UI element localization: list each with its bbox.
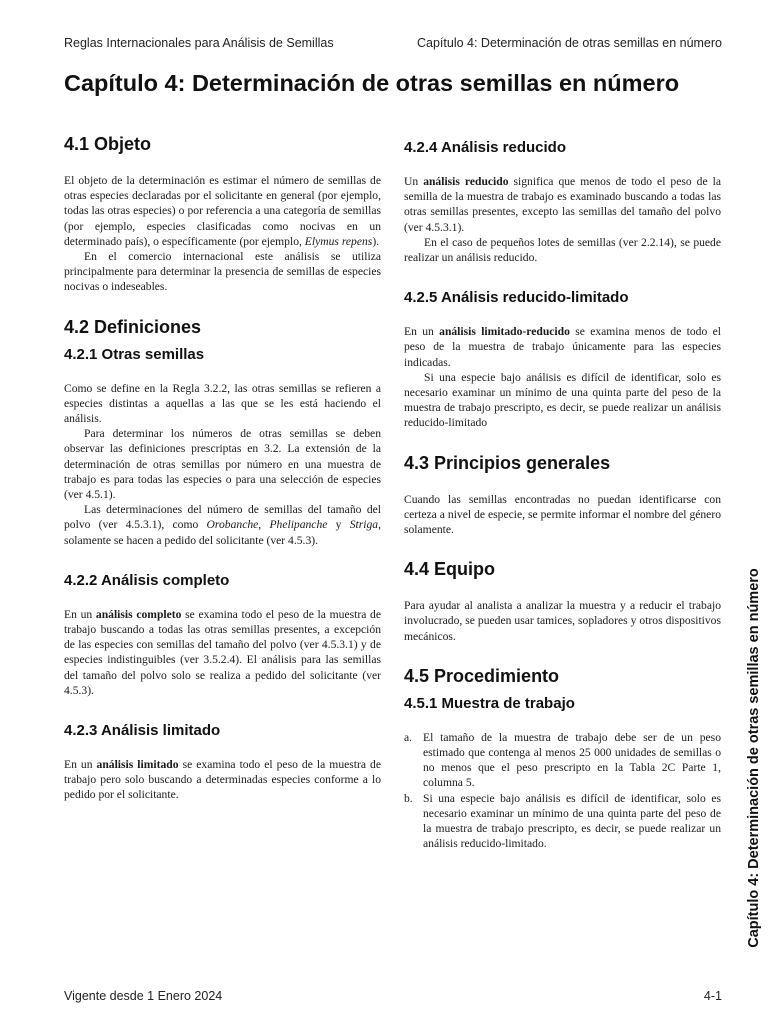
subsection-heading-4-2-5: 4.2.5 Análisis reducido-limitado [404, 289, 629, 307]
page-number: 4-1 [703, 989, 722, 1003]
paragraph-4-2-1-dust-size: Las determinaciones del número de semillas del tamaño del polvo (ver 4.5.3.1), como Orobanche, Phelipanche y Striga, solamente se hacen a pedido del solicitante (ver 4.5.3). [64, 503, 382, 547]
section-heading-4-1: 4.1 Objeto [64, 134, 152, 154]
paragraph-4-2-3-limited-test: En un análisis limitado se examina todo el peso de la muestra de trabajo pero solo buscando a determinadas especies conforme a lo pedido por el solicitante. [64, 758, 381, 802]
paragraph-4-2-1-extension: Para determinar los números de otras semillas se deben observar las definiciones prescriptas en 3.2. La extensión de la determinación de otras semillas por número en una muestra de trabajo es para todas las especies o para una selección de especies (ver 4.5.1). [64, 427, 381, 502]
left-column [64, 134, 381, 803]
chapter-side-tab-label: Capítulo 4: Determinación de otras semillas en número [746, 568, 762, 948]
paragraph-4-2-5-reduced-limited: En un análisis limitado-reducido se examina menos de todo el peso de la muestra de trabajo únicamente para las especies indicadas. [404, 325, 721, 369]
paragraph-4-3-principles: Cuando las semillas encontradas no puedan identificarse con certeza a nivel de especie, se permite informar el nombre del género solamente. [404, 492, 721, 537]
paragraph-4-2-4-small-lots: En el caso de pequeños lotes de semillas (ver 2.2.14), se puede realizar un análisis reducido. [404, 235, 721, 265]
footer-effective-date: Vigente desde 1 Enero 2024 [64, 989, 223, 1003]
paragraph-4-4-equipment: Para ayudar al analista a analizar la muestra y a reducir el trabajo involucrado, se pueden usar tamices, sopladores y otros dispositivos mecánicos. [404, 599, 721, 643]
running-header-left: Reglas Internacionales para Análisis de Semillas [64, 36, 334, 50]
working-sample-list [404, 730, 721, 852]
chapter-side-tab [744, 563, 764, 953]
subsection-heading-4-2-3: 4.2.3 Análisis limitado [64, 722, 221, 740]
paragraph-4-2-1-definition: Como se define en la Regla 3.2.2, las otras semillas se refieren a especies distintas a aquellas a las que se les está haciendo el análisis. [64, 381, 381, 426]
subsection-heading-4-2-1: 4.2.1 Otras semillas [64, 345, 205, 363]
subsection-heading-4-2-4: 4.2.4 Análisis reducido [404, 139, 567, 156]
list-item-text: Si una especie bajo análisis es difícil de identificar, solo es necesario examinar un mínimo de una quinta parte del peso de la muestra de trabajo prescripto, es decir, se puede realizar un análisis reducido-limitado. [423, 791, 721, 851]
list-marker: a. [404, 730, 413, 744]
section-heading-4-3: 4.3 Principios generales [404, 452, 611, 473]
right-column [404, 134, 721, 851]
chapter-title: Capítulo 4: Determinación de otras semillas en número [64, 70, 680, 96]
list-item [404, 730, 721, 791]
running-header-right: Capítulo 4: Determinación de otras semillas en número [416, 36, 722, 50]
section-heading-4-4: 4.4 Equipo [404, 559, 496, 580]
subsection-heading-4-2-2: 4.2.2 Análisis completo [64, 571, 230, 589]
list-marker: b. [404, 791, 413, 805]
list-item [404, 791, 721, 852]
paragraph-4-1-object: El objeto de la determinación es estimar el número de semillas de otras especies declaradas por el solicitante en general (por ejemplo, todas las otras especies) o por referencia a una categoría de semillas (por ejemplo, especies clasificadas como nocivas en un determinado país), o específicamente (por ejemplo, Elymus repens). [64, 174, 381, 248]
section-heading-4-2: 4.2 Definiciones [64, 316, 202, 337]
subsection-heading-4-5-1: 4.5.1 Muestra de trabajo [404, 694, 575, 712]
paragraph-4-2-2-complete-test: En un análisis completo se examina todo el peso de la muestra de trabajo buscando a todas las otras semillas presentes, a excepción de las especies con semillas del tamaño del polvo (ver 4.5.3.1) y de especies indistinguibles (ver 3.5.2.4). El análisis para las semillas del tamaño del polvo solo se realiza a pedido del solicitante (ver 4.5.3). [64, 607, 381, 697]
paragraph-4-1-commerce: En el comercio internacional este análisis se utiliza principalmente para determinar la presencia de semillas de especies nocivas o indeseables. [64, 250, 381, 294]
list-item-text: El tamaño de la muestra de trabajo debe ser de un peso estimado que contenga al menos 25 000 unidades de semillas o no menos que el peso prescripto en la Tabla 2C Parte 1, columna 5. [423, 730, 721, 790]
paragraph-4-2-4-reduced-test: Un análisis reducido significa que menos de todo el peso de la semilla de la muestra de trabajo es examinado buscando a todas las otras semillas presentes, excepto las semillas del tamaño del polvo (ver 4.5.3.1). [404, 175, 721, 234]
section-heading-4-5: 4.5 Procedimiento [404, 665, 560, 686]
paragraph-4-2-5-difficult-species: Si una especie bajo análisis es difícil de identificar, solo es necesario examinar un mínimo de una quinta parte del peso de la muestra de trabajo prescripto, es decir, se puede realizar un análisis reducido-limitado [404, 370, 721, 430]
